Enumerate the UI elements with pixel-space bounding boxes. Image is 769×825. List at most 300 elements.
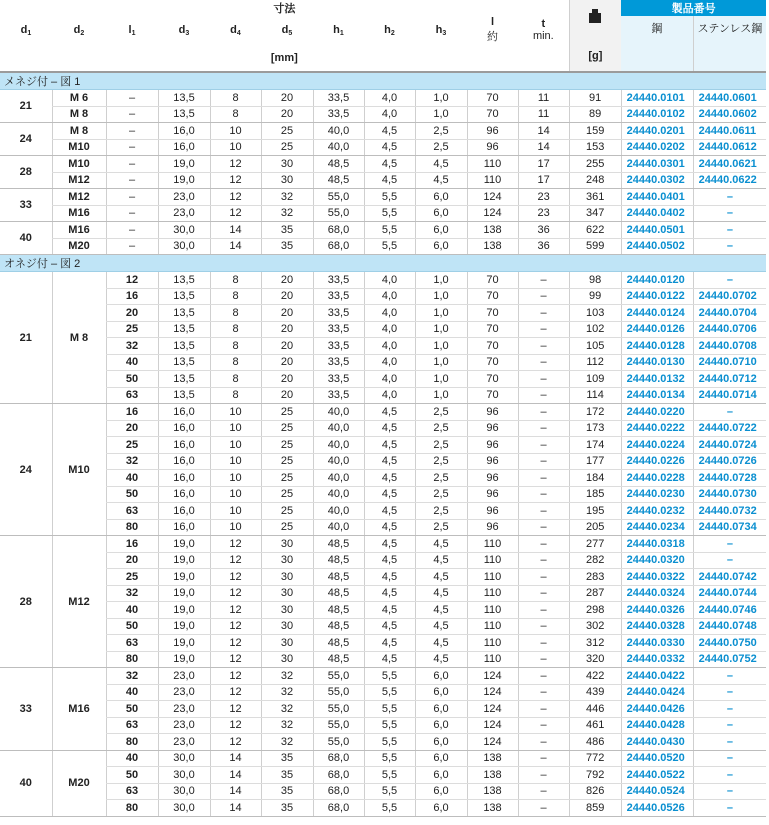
cell-l1: 40 (106, 602, 158, 619)
cell-d5: 35 (261, 783, 313, 800)
cell-d5: 20 (261, 371, 313, 388)
cell-l: 70 (467, 90, 518, 107)
cell-l1: 63 (106, 635, 158, 652)
cell-l1: 80 (106, 651, 158, 668)
cell-l: 70 (467, 338, 518, 355)
cell-d5: 35 (261, 238, 313, 255)
table-row (0, 305, 766, 322)
part-number-steel: 24440.0220 (621, 404, 693, 421)
cell-h2: 5,5 (364, 800, 415, 817)
part-number-stainless: 24440.0708 (693, 338, 766, 355)
cell-d4: 10 (210, 139, 261, 156)
cell-d5: 25 (261, 404, 313, 421)
part-number-stainless: – (693, 536, 766, 553)
cell-h2: 5,5 (364, 767, 415, 784)
cell-l: 138 (467, 750, 518, 767)
part-number-steel: 24440.0430 (621, 734, 693, 751)
table-row (0, 651, 766, 668)
part-number-steel: 24440.0428 (621, 717, 693, 734)
cell-d4: 12 (210, 618, 261, 635)
cell-d1: 33 (0, 189, 52, 222)
cell-l: 96 (467, 470, 518, 487)
cell-d5: 20 (261, 106, 313, 123)
part-number-steel: 24440.0124 (621, 305, 693, 322)
cell-h2: 4,0 (364, 387, 415, 404)
cell-h3: 2,5 (415, 470, 467, 487)
cell-d5: 35 (261, 750, 313, 767)
part-number-stainless: 24440.0724 (693, 437, 766, 454)
cell-d3: 30,0 (158, 238, 210, 255)
cell-h2: 4,0 (364, 288, 415, 305)
cell-d4: 12 (210, 172, 261, 189)
cell-h1: 48,5 (313, 585, 364, 602)
cell-d5: 20 (261, 305, 313, 322)
cell-l: 124 (467, 668, 518, 685)
part-number-steel: 24440.0502 (621, 238, 693, 255)
col-d1: d1 (0, 16, 52, 44)
cell-d3: 19,0 (158, 536, 210, 553)
cell-h1: 33,5 (313, 354, 364, 371)
cell-d4: 12 (210, 585, 261, 602)
cell-d3: 30,0 (158, 800, 210, 817)
cell-h1: 48,5 (313, 569, 364, 586)
cell-d4: 14 (210, 238, 261, 255)
cell-g: 622 (569, 222, 621, 239)
cell-d4: 8 (210, 338, 261, 355)
cell-h3: 6,0 (415, 701, 467, 718)
part-number-steel: 24440.0201 (621, 123, 693, 140)
cell-h2: 4,5 (364, 139, 415, 156)
cell-h2: 4,5 (364, 486, 415, 503)
cell-l: 110 (467, 569, 518, 586)
table-row (0, 750, 766, 767)
cell-d2: M16 (52, 222, 106, 239)
part-number-stainless: 24440.0734 (693, 519, 766, 536)
cell-d4: 10 (210, 420, 261, 437)
cell-h1: 68,0 (313, 767, 364, 784)
col-d4: d4 (210, 16, 261, 44)
cell-d3: 13,5 (158, 338, 210, 355)
part-number-steel: 24440.0520 (621, 750, 693, 767)
cell-d4: 12 (210, 536, 261, 553)
cell-l: 124 (467, 717, 518, 734)
cell-d4: 10 (210, 123, 261, 140)
part-number-steel: 24440.0320 (621, 552, 693, 569)
cell-h2: 4,5 (364, 536, 415, 553)
cell-h2: 4,5 (364, 585, 415, 602)
cell-h2: 5,5 (364, 668, 415, 685)
cell-d4: 8 (210, 90, 261, 107)
cell-d5: 30 (261, 635, 313, 652)
cell-d4: 10 (210, 437, 261, 454)
table-row (0, 569, 766, 586)
cell-l: 110 (467, 635, 518, 652)
cell-l: 124 (467, 701, 518, 718)
cell-d4: 12 (210, 635, 261, 652)
cell-g: 105 (569, 338, 621, 355)
part-number-steel: 24440.0302 (621, 172, 693, 189)
cell-l1: 50 (106, 618, 158, 635)
cell-h2: 4,0 (364, 90, 415, 107)
cell-l1: 50 (106, 767, 158, 784)
cell-h3: 1,0 (415, 371, 467, 388)
cell-t: – (518, 783, 569, 800)
table-row (0, 717, 766, 734)
part-number-stainless: 24440.0728 (693, 470, 766, 487)
cell-l: 70 (467, 354, 518, 371)
cell-l: 96 (467, 123, 518, 140)
cell-t: – (518, 552, 569, 569)
cell-d2: M16 (52, 205, 106, 222)
cell-d4: 10 (210, 470, 261, 487)
cell-d5: 20 (261, 354, 313, 371)
cell-t: – (518, 684, 569, 701)
cell-d3: 16,0 (158, 420, 210, 437)
cell-h3: 2,5 (415, 139, 467, 156)
cell-h1: 33,5 (313, 106, 364, 123)
cell-g: 153 (569, 139, 621, 156)
cell-d5: 25 (261, 420, 313, 437)
cell-d5: 32 (261, 668, 313, 685)
cell-l: 96 (467, 519, 518, 536)
cell-t: – (518, 288, 569, 305)
table-row (0, 238, 766, 255)
part-number-stainless: 24440.0712 (693, 371, 766, 388)
col-h3: h3 (415, 16, 467, 44)
cell-l1: 32 (106, 585, 158, 602)
cell-l: 70 (467, 321, 518, 338)
cell-d3: 23,0 (158, 189, 210, 206)
cell-h3: 1,0 (415, 338, 467, 355)
table-row (0, 205, 766, 222)
cell-h1: 55,0 (313, 717, 364, 734)
cell-d5: 25 (261, 503, 313, 520)
cell-l: 138 (467, 783, 518, 800)
part-number-steel: 24440.0134 (621, 387, 693, 404)
cell-g: 112 (569, 354, 621, 371)
part-number-steel: 24440.0332 (621, 651, 693, 668)
cell-d3: 30,0 (158, 750, 210, 767)
cell-t: – (518, 750, 569, 767)
cell-d5: 25 (261, 453, 313, 470)
cell-d4: 8 (210, 106, 261, 123)
part-number-steel: 24440.0402 (621, 205, 693, 222)
col-t: t min. (518, 16, 569, 44)
cell-l: 96 (467, 503, 518, 520)
cell-l1: – (106, 106, 158, 123)
col-steel: 鋼 (621, 16, 693, 72)
cell-h3: 6,0 (415, 668, 467, 685)
cell-l: 96 (467, 139, 518, 156)
cell-g: 599 (569, 238, 621, 255)
part-number-stainless: 24440.0621 (693, 156, 766, 173)
part-number-stainless: – (693, 783, 766, 800)
cell-d3: 19,0 (158, 651, 210, 668)
cell-l1: – (106, 172, 158, 189)
cell-g: 320 (569, 651, 621, 668)
cell-d4: 12 (210, 717, 261, 734)
cell-l: 70 (467, 106, 518, 123)
cell-h2: 4,5 (364, 404, 415, 421)
cell-d5: 25 (261, 123, 313, 140)
cell-l1: 16 (106, 404, 158, 421)
cell-l: 138 (467, 222, 518, 239)
cell-h1: 40,0 (313, 420, 364, 437)
cell-h2: 4,5 (364, 172, 415, 189)
table-row (0, 783, 766, 800)
cell-h1: 40,0 (313, 437, 364, 454)
cell-d4: 12 (210, 734, 261, 751)
cell-d4: 10 (210, 519, 261, 536)
part-number-steel: 24440.0426 (621, 701, 693, 718)
cell-d5: 30 (261, 585, 313, 602)
cell-d3: 13,5 (158, 305, 210, 322)
cell-d5: 25 (261, 470, 313, 487)
cell-h2: 4,5 (364, 123, 415, 140)
cell-h1: 40,0 (313, 503, 364, 520)
table-row (0, 321, 766, 338)
cell-d3: 16,0 (158, 470, 210, 487)
part-number-stainless: 24440.0710 (693, 354, 766, 371)
cell-t: – (518, 536, 569, 553)
part-number-steel: 24440.0132 (621, 371, 693, 388)
cell-g: 792 (569, 767, 621, 784)
cell-g: 205 (569, 519, 621, 536)
section-header (0, 72, 766, 90)
cell-h1: 33,5 (313, 387, 364, 404)
cell-l1: 80 (106, 519, 158, 536)
cell-d3: 16,0 (158, 437, 210, 454)
cell-g: 184 (569, 470, 621, 487)
cell-l1: 20 (106, 305, 158, 322)
cell-h3: 1,0 (415, 305, 467, 322)
cell-d5: 30 (261, 602, 313, 619)
cell-l: 96 (467, 453, 518, 470)
part-number-stainless: 24440.0752 (693, 651, 766, 668)
cell-h3: 2,5 (415, 420, 467, 437)
cell-h2: 4,0 (364, 354, 415, 371)
cell-g: 347 (569, 205, 621, 222)
cell-d5: 30 (261, 618, 313, 635)
cell-l1: 25 (106, 437, 158, 454)
part-number-stainless: 24440.0704 (693, 305, 766, 322)
cell-h2: 5,5 (364, 205, 415, 222)
table-row (0, 536, 766, 553)
cell-g: 461 (569, 717, 621, 734)
cell-d2: M10 (52, 139, 106, 156)
cell-h1: 33,5 (313, 338, 364, 355)
cell-h3: 6,0 (415, 238, 467, 255)
cell-t: – (518, 717, 569, 734)
cell-d5: 35 (261, 222, 313, 239)
cell-g: 361 (569, 189, 621, 206)
cell-d5: 25 (261, 437, 313, 454)
cell-h3: 1,0 (415, 288, 467, 305)
cell-h3: 6,0 (415, 717, 467, 734)
cell-h2: 5,5 (364, 734, 415, 751)
part-number-steel: 24440.0224 (621, 437, 693, 454)
cell-h1: 68,0 (313, 783, 364, 800)
part-number-steel: 24440.0226 (621, 453, 693, 470)
cell-l1: 63 (106, 783, 158, 800)
table-row (0, 635, 766, 652)
cell-g: 772 (569, 750, 621, 767)
cell-d3: 13,5 (158, 321, 210, 338)
table-row (0, 519, 766, 536)
part-number-steel: 24440.0102 (621, 106, 693, 123)
cell-h1: 48,5 (313, 172, 364, 189)
cell-d1: 40 (0, 750, 52, 816)
cell-d3: 19,0 (158, 585, 210, 602)
cell-d5: 20 (261, 90, 313, 107)
cell-h1: 33,5 (313, 321, 364, 338)
cell-d5: 30 (261, 156, 313, 173)
cell-h3: 4,5 (415, 602, 467, 619)
cell-g: 446 (569, 701, 621, 718)
cell-d5: 25 (261, 139, 313, 156)
part-number-steel: 24440.0126 (621, 321, 693, 338)
cell-l1: – (106, 222, 158, 239)
cell-d3: 19,0 (158, 172, 210, 189)
table-row (0, 123, 766, 140)
cell-d2: M20 (52, 750, 106, 816)
part-number-stainless: 24440.0601 (693, 90, 766, 107)
cell-h2: 5,5 (364, 238, 415, 255)
cell-d3: 19,0 (158, 618, 210, 635)
cell-d4: 12 (210, 552, 261, 569)
cell-d5: 30 (261, 536, 313, 553)
cell-h2: 4,5 (364, 453, 415, 470)
cell-h3: 2,5 (415, 437, 467, 454)
cell-d4: 12 (210, 156, 261, 173)
cell-d2: M 8 (52, 106, 106, 123)
part-number-stainless: 24440.0702 (693, 288, 766, 305)
cell-t: – (518, 453, 569, 470)
cell-d2: M 8 (52, 272, 106, 404)
cell-t: – (518, 800, 569, 817)
cell-l1: 63 (106, 717, 158, 734)
table-row (0, 420, 766, 437)
table-row (0, 139, 766, 156)
cell-d4: 12 (210, 602, 261, 619)
part-number-steel: 24440.0101 (621, 90, 693, 107)
cell-h2: 4,5 (364, 420, 415, 437)
cell-h2: 5,5 (364, 717, 415, 734)
cell-l1: 80 (106, 800, 158, 817)
cell-g: 114 (569, 387, 621, 404)
cell-d3: 13,5 (158, 371, 210, 388)
col-d5: d5 (261, 16, 313, 44)
cell-t: 23 (518, 189, 569, 206)
part-number-stainless: 24440.0730 (693, 486, 766, 503)
cell-d2: M12 (52, 189, 106, 206)
cell-h3: 1,0 (415, 387, 467, 404)
cell-h1: 68,0 (313, 222, 364, 239)
cell-t: – (518, 585, 569, 602)
cell-h3: 6,0 (415, 800, 467, 817)
col-l1: l1 (106, 16, 158, 44)
cell-t: 17 (518, 156, 569, 173)
part-number-stainless: – (693, 684, 766, 701)
cell-h3: 6,0 (415, 750, 467, 767)
part-number-stainless: – (693, 767, 766, 784)
part-number-stainless: – (693, 272, 766, 289)
cell-d5: 35 (261, 767, 313, 784)
cell-l1: 50 (106, 486, 158, 503)
part-number-steel: 24440.0526 (621, 800, 693, 817)
cell-h2: 4,5 (364, 156, 415, 173)
cell-l1: 63 (106, 503, 158, 520)
cell-h1: 40,0 (313, 453, 364, 470)
table-row (0, 189, 766, 206)
cell-h1: 68,0 (313, 750, 364, 767)
cell-d3: 16,0 (158, 519, 210, 536)
cell-l: 124 (467, 189, 518, 206)
cell-h3: 4,5 (415, 618, 467, 635)
table-row (0, 552, 766, 569)
col-d2: d2 (52, 16, 106, 44)
part-number-stainless: – (693, 205, 766, 222)
cell-l1: 50 (106, 701, 158, 718)
cell-d2: M10 (52, 404, 106, 536)
cell-g: 826 (569, 783, 621, 800)
cell-g: 282 (569, 552, 621, 569)
cell-d4: 8 (210, 305, 261, 322)
cell-h1: 40,0 (313, 139, 364, 156)
table-row (0, 90, 766, 107)
cell-h3: 1,0 (415, 106, 467, 123)
cell-t: – (518, 371, 569, 388)
cell-t: – (518, 272, 569, 289)
cell-d5: 32 (261, 734, 313, 751)
cell-l: 96 (467, 420, 518, 437)
cell-d3: 16,0 (158, 123, 210, 140)
cell-h3: 6,0 (415, 684, 467, 701)
part-number-stainless: 24440.0744 (693, 585, 766, 602)
cell-d4: 14 (210, 767, 261, 784)
cell-d1: 28 (0, 536, 52, 668)
part-number-stainless: 24440.0750 (693, 635, 766, 652)
cell-d3: 23,0 (158, 668, 210, 685)
cell-d3: 19,0 (158, 635, 210, 652)
cell-h3: 6,0 (415, 222, 467, 239)
cell-h2: 4,0 (364, 106, 415, 123)
cell-l: 110 (467, 651, 518, 668)
table-row (0, 371, 766, 388)
cell-h2: 5,5 (364, 750, 415, 767)
cell-l1: 25 (106, 321, 158, 338)
cell-d4: 12 (210, 651, 261, 668)
cell-h3: 4,5 (415, 172, 467, 189)
part-number-steel: 24440.0228 (621, 470, 693, 487)
cell-d4: 14 (210, 222, 261, 239)
cell-l1: – (106, 205, 158, 222)
dims-title: 寸法 (0, 0, 569, 16)
cell-l1: 32 (106, 338, 158, 355)
part-number-stainless: 24440.0611 (693, 123, 766, 140)
cell-d4: 14 (210, 800, 261, 817)
cell-h2: 4,0 (364, 321, 415, 338)
cell-d1: 40 (0, 222, 52, 255)
cell-l: 110 (467, 618, 518, 635)
cell-d4: 12 (210, 668, 261, 685)
part-number-stainless: – (693, 238, 766, 255)
cell-d4: 8 (210, 321, 261, 338)
cell-l: 110 (467, 172, 518, 189)
cell-h1: 33,5 (313, 288, 364, 305)
cell-g: 195 (569, 503, 621, 520)
cell-l1: – (106, 90, 158, 107)
